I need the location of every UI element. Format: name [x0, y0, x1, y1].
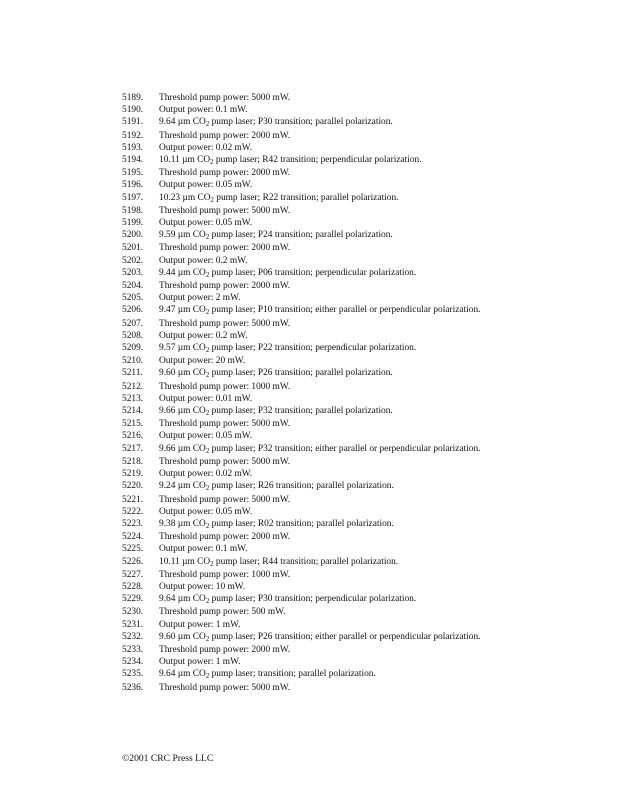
note-item [122, 330, 500, 342]
note-item [122, 456, 500, 468]
note-text: Output power: 0.05 mW. [159, 218, 253, 229]
note-text: Output power: 1 mW. [159, 657, 241, 668]
note-text: Threshold pump power: 5000 mW. [159, 318, 291, 329]
subscript-2: 2 [205, 598, 210, 606]
note-number: 5236. [122, 682, 144, 693]
note-item [122, 494, 500, 506]
note-number: 5196. [122, 180, 144, 191]
note-item [122, 355, 500, 367]
note-text [159, 480, 500, 493]
note-text [159, 192, 500, 205]
note-item [122, 569, 500, 581]
subscript-2: 2 [205, 372, 210, 380]
note-text [159, 116, 500, 129]
note-text: Output power: 0.01 mW. [159, 393, 253, 404]
note-text: Threshold pump power: 5000 mW. [159, 205, 291, 216]
note-text: Output power: 0.05 mW. [159, 506, 253, 517]
note-text-tail: pump laser; P06 transition; perpendicular polarization. [209, 267, 417, 278]
subscript-2: 2 [205, 522, 210, 530]
note-text-lead: 9.60 µm CO [159, 631, 206, 642]
note-number: 5192. [122, 130, 144, 141]
note-text-lead: 9.47 µm CO [159, 305, 206, 316]
note-item [122, 292, 500, 304]
note-text: Output power: 1 mW. [159, 619, 241, 630]
note-number: 5220. [122, 481, 144, 492]
note-text-lead: 10.23 µm CO [159, 192, 211, 203]
note-item [122, 92, 500, 104]
subscript-2: 2 [210, 560, 214, 568]
note-text: Output power: 10 mW. [159, 581, 246, 592]
note-text-lead: 10.11 µm CO [159, 155, 211, 166]
note-text [159, 367, 500, 380]
note-text-tail: pump laser; R02 transition; parallel polarization. [209, 518, 394, 529]
note-number: 5190. [122, 105, 144, 116]
note-item [122, 518, 500, 531]
note-number: 5194. [122, 155, 144, 166]
note-text: Threshold pump power: 2000 mW. [159, 130, 291, 141]
note-number: 5198. [122, 205, 144, 216]
note-item [122, 217, 500, 229]
note-number: 5234. [122, 657, 144, 668]
note-text-tail: pump laser; P30 transition; parallel polarization. [209, 117, 393, 128]
note-text [159, 518, 500, 531]
note-item [122, 430, 500, 442]
note-number: 5197. [122, 192, 144, 203]
note-number: 5201. [122, 243, 144, 254]
note-text-tail: pump laser; R26 transition; parallel polarization. [209, 481, 394, 492]
note-number: 5208. [122, 330, 144, 341]
note-number: 5206. [122, 305, 144, 316]
note-number: 5205. [122, 293, 144, 304]
note-text-lead: 9.66 µm CO [159, 443, 206, 454]
note-text [159, 229, 500, 242]
note-item [122, 167, 500, 179]
note-number: 5211. [122, 368, 143, 379]
note-text: Threshold pump power: 5000 mW. [159, 419, 291, 430]
note-text-tail: pump laser; P22 transition; perpendicular polarization. [209, 343, 417, 354]
note-text-lead: 9.60 µm CO [159, 368, 206, 379]
note-item [122, 116, 500, 129]
note-item [122, 104, 500, 116]
note-text: Threshold pump power: 2000 mW. [159, 281, 291, 292]
note-text: Threshold pump power: 2000 mW. [159, 532, 291, 543]
note-item [122, 480, 500, 493]
note-item [122, 606, 500, 618]
note-text [159, 631, 500, 644]
subscript-2: 2 [205, 635, 210, 643]
note-text: Threshold pump power: 1000 mW. [159, 569, 291, 580]
note-text [159, 593, 500, 606]
note-number: 5229. [122, 594, 144, 605]
note-text-tail: pump laser; P32 transition; either parallel or perpendicular polarization. [209, 443, 481, 454]
note-text: Output power: 0.05 mW. [159, 431, 253, 442]
note-text: Threshold pump power: 5000 mW. [159, 93, 291, 103]
note-number: 5189. [122, 93, 144, 103]
note-text [159, 154, 500, 167]
note-item [122, 367, 500, 380]
subscript-2: 2 [205, 673, 210, 681]
note-number: 5223. [122, 518, 144, 529]
note-text: Threshold pump power: 5000 mW. [159, 494, 291, 505]
note-text: Output power: 2 mW. [159, 293, 241, 304]
note-text: Output power: 0.2 mW. [159, 330, 248, 341]
note-text-lead: 9.59 µm CO [159, 230, 206, 241]
note-item [122, 192, 500, 205]
note-item [122, 668, 500, 681]
note-text [159, 405, 500, 418]
subscript-2: 2 [205, 121, 210, 129]
note-number: 5199. [122, 218, 144, 229]
note-item [122, 468, 500, 480]
note-item [122, 443, 500, 456]
note-item [122, 205, 500, 217]
note-text: Threshold pump power: 2000 mW. [159, 644, 291, 655]
note-text-tail: pump laser; R42 transition; perpendicular polarization. [213, 155, 422, 166]
note-number: 5224. [122, 532, 144, 543]
note-text-tail: pump laser; R22 transition; parallel polarization. [213, 192, 399, 203]
note-number: 5191. [122, 117, 144, 128]
note-text: Output power: 0.1 mW. [159, 105, 248, 116]
note-number: 5221. [122, 494, 144, 505]
note-item [122, 581, 500, 593]
note-text-lead: 9.64 µm CO [159, 669, 206, 680]
note-number: 5195. [122, 168, 144, 179]
note-text-lead: 9.64 µm CO [159, 117, 206, 128]
note-item [122, 393, 500, 405]
note-number: 5217. [122, 443, 144, 454]
note-text: Output power: 0.1 mW. [159, 544, 248, 555]
note-text-tail: pump laser; P26 transition; either parallel or perpendicular polarization. [209, 631, 481, 642]
note-number: 5232. [122, 631, 144, 642]
note-item [122, 556, 500, 569]
note-number: 5203. [122, 267, 144, 278]
note-text: Output power: 0.02 mW. [159, 142, 253, 153]
note-item [122, 619, 500, 631]
note-number: 5215. [122, 419, 144, 430]
note-text [159, 443, 500, 456]
subscript-2: 2 [210, 196, 214, 204]
note-number: 5200. [122, 230, 144, 241]
note-item [122, 405, 500, 418]
note-item [122, 418, 500, 430]
note-text-lead: 9.24 µm CO [159, 481, 206, 492]
note-text-lead: 9.44 µm CO [159, 267, 206, 278]
note-item [122, 142, 500, 154]
note-number: 5222. [122, 506, 144, 517]
note-item [122, 267, 500, 280]
note-number: 5219. [122, 469, 144, 480]
note-number: 5204. [122, 281, 144, 292]
note-number: 5231. [122, 619, 144, 630]
note-text: Threshold pump power: 2000 mW. [159, 168, 291, 179]
note-number: 5214. [122, 406, 144, 417]
note-number: 5213. [122, 393, 144, 404]
copyright-footer: ©2001 CRC Press LLC [122, 753, 214, 764]
note-item [122, 229, 500, 242]
note-text-tail: pump laser; R44 transition; parallel polarization. [213, 556, 399, 567]
note-text: Threshold pump power: 5000 mW. [159, 682, 291, 693]
note-number: 5202. [122, 255, 144, 266]
note-text-tail: pump laser; P24 transition; parallel polarization. [209, 230, 393, 241]
note-item [122, 543, 500, 555]
notes-list [122, 92, 500, 694]
note-text: Threshold pump power: 2000 mW. [159, 243, 291, 254]
note-text [159, 267, 500, 280]
note-text: Threshold pump power: 5000 mW. [159, 456, 291, 467]
note-number: 5230. [122, 607, 144, 618]
note-text [159, 668, 500, 681]
subscript-2: 2 [205, 347, 210, 355]
note-number: 5207. [122, 318, 144, 329]
note-item [122, 255, 500, 267]
note-text-tail: pump laser; P32 transition; parallel polarization. [209, 406, 393, 417]
note-number: 5216. [122, 431, 144, 442]
note-number: 5228. [122, 581, 144, 592]
subscript-2: 2 [205, 447, 210, 455]
subscript-2: 2 [205, 485, 210, 493]
note-text: Threshold pump power: 1000 mW. [159, 381, 291, 392]
note-number: 5226. [122, 556, 144, 567]
note-number: 5210. [122, 356, 144, 367]
note-text: Threshold pump power: 500 mW. [159, 607, 286, 618]
note-item [122, 318, 500, 330]
note-text [159, 304, 500, 317]
subscript-2: 2 [210, 159, 214, 167]
note-text-lead: 9.64 µm CO [159, 594, 206, 605]
note-item [122, 506, 500, 518]
note-text-lead: 9.38 µm CO [159, 518, 206, 529]
note-text [159, 342, 500, 355]
note-item [122, 280, 500, 292]
note-item [122, 682, 500, 694]
note-number: 5212. [122, 381, 144, 392]
note-text-lead: 9.57 µm CO [159, 343, 206, 354]
note-item [122, 631, 500, 644]
subscript-2: 2 [205, 271, 210, 279]
subscript-2: 2 [205, 234, 210, 242]
note-text: Output power: 0.2 mW. [159, 255, 248, 266]
note-number: 5235. [122, 669, 144, 680]
note-text [159, 556, 500, 569]
note-item [122, 656, 500, 668]
note-item [122, 644, 500, 656]
note-item [122, 304, 500, 317]
note-number: 5233. [122, 644, 144, 655]
note-number: 5218. [122, 456, 144, 467]
note-number: 5227. [122, 569, 144, 580]
note-text: Output power: 0.05 mW. [159, 180, 253, 191]
note-text: Output power: 0.02 mW. [159, 469, 253, 480]
note-text-tail: pump laser; P10 transition; either parallel or perpendicular polarization. [209, 305, 481, 316]
note-text-lead: 10.11 µm CO [159, 556, 211, 567]
note-item [122, 593, 500, 606]
subscript-2: 2 [205, 410, 210, 418]
note-item [122, 130, 500, 142]
note-number: 5193. [122, 142, 144, 153]
note-text-tail: pump laser; P30 transition; perpendicular polarization. [209, 594, 417, 605]
note-number: 5209. [122, 343, 144, 354]
note-item [122, 381, 500, 393]
note-item [122, 154, 500, 167]
note-text: Output power: 20 mW. [159, 356, 246, 367]
note-item [122, 531, 500, 543]
note-text-tail: pump laser; transition; parallel polarization. [209, 669, 376, 680]
note-text-lead: 9.66 µm CO [159, 406, 206, 417]
note-item [122, 242, 500, 254]
note-text-tail: pump laser; P26 transition; parallel polarization. [209, 368, 393, 379]
note-number: 5225. [122, 544, 144, 555]
note-item [122, 179, 500, 191]
note-item [122, 342, 500, 355]
subscript-2: 2 [205, 309, 210, 317]
